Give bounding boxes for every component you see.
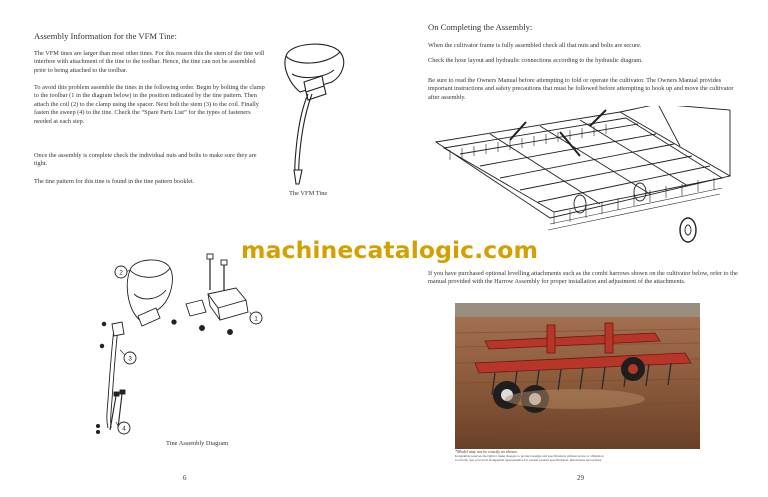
fineprint-body: Kongskilde reserves the right to make changes to product designs and specifications without notice or obligation to retrofit. See your local Kongskilde representative for current product specifications, instructions and options. xyxy=(455,454,604,462)
callout-4: 4 xyxy=(122,425,126,433)
left-paragraph-3: Once the assembly is complete check the individual nuts and bolts to make sure they are tight. xyxy=(34,152,257,168)
diagram-caption: Tine Assembly Diagram xyxy=(166,440,229,447)
watermark: machinecatalogic.com xyxy=(241,236,539,264)
tine-assembly-diagram xyxy=(90,250,270,440)
callout-1: 1 xyxy=(254,315,258,323)
left-page-number: 6 xyxy=(183,474,187,482)
cultivator-frame-drawing xyxy=(430,106,740,256)
left-heading: Assembly Information for the VFM Tine: xyxy=(34,31,177,41)
right-paragraph-2: Check the hose layout and hydraulic connections according to the hydraulic diagram. xyxy=(428,57,643,64)
vfm-tine-illustration xyxy=(272,38,362,186)
right-page-number: 29 xyxy=(577,474,584,482)
right-paragraph-1: When the cultivator frame is fully assembled check all that nuts and bolts are secure. xyxy=(428,42,642,49)
right-paragraph-3: Be sure to read the Owners Manual before attempting to fold or operate the cultivator. The Owners Manual provides important instructions and safety precautions that must be followed before attempting to hook up and move the cultivator after assembly. xyxy=(428,77,734,101)
right-heading: On Completing the Assembly: xyxy=(428,22,533,32)
left-paragraph-4: The tine pattern for this tine is found in the tine pattern booklet. xyxy=(34,178,195,185)
cultivator-field-photo xyxy=(455,303,700,449)
left-paragraph-1: The VFM tines are larger than most other tines. For this reason this the stem of the tine will interfere with attachment of the tine to the toolbar. Hence, the tine can not be assembled prior to being attached to the toolbar. xyxy=(34,50,265,74)
fineprint xyxy=(455,450,605,462)
right-paragraph-4: If you have purchased optional levelling attachments such as the combi harrows shown on the cultivator below, refer to the manual provided with the Harrow Assembly for proper installation and adjustment of the attachments. xyxy=(428,270,738,286)
callout-2: 2 xyxy=(119,269,123,277)
callout-3: 3 xyxy=(128,355,132,363)
vfm-tine-caption: The VFM Tine xyxy=(289,190,328,197)
fineprint-title: *Model may not be exactly as shown. xyxy=(455,449,518,454)
left-paragraph-2: To avoid this problem assemble the tines in the following order. Begin by bolting the clamp to the toolbar (1 in the diagram below) in the position indicated by the tine pattern. Then attach the coil (2) to the clamp using the spacer. Next bolt the stem (3) to the coil. Finally fasten the sweep (4) to the tine. Check the “Spare Parts List” for the types of fasteners needed at each step. xyxy=(34,84,265,125)
